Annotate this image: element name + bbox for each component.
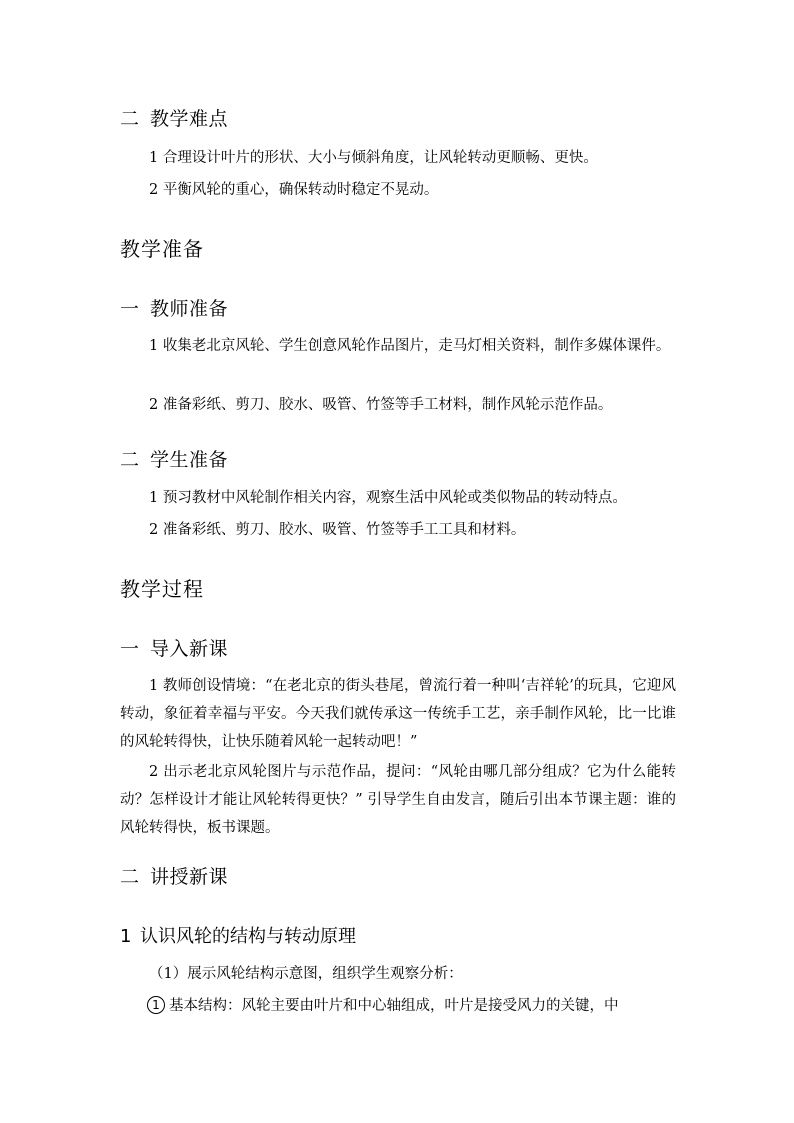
heading-process: 教学过程 xyxy=(120,577,204,601)
difficulty-item-1: 1 合理设计叶片的形状、大小与倾斜角度，让风轮转动更顺畅、更快。 xyxy=(149,150,598,166)
heading-difficulty: 二 教学难点 xyxy=(120,108,229,130)
heading-structure: 1 认识风轮的结构与转动原理 xyxy=(120,926,356,947)
heading-student-prep: 二 学生准备 xyxy=(120,449,229,471)
heading-teacher-prep: 一 教师准备 xyxy=(120,298,229,320)
structure-bullet-1: 1 基本结构：风轮主要由叶片和中心轴组成，叶片是接受风力的关键，中 xyxy=(120,992,676,1020)
circled-number-icon: 1 xyxy=(147,996,165,1014)
student-prep-item-2: 2 准备彩纸、剪刀、胶水、吸管、竹签等手工工具和材料。 xyxy=(149,522,526,538)
intro-item-1: 1 教师创设情境：“在老北京的街头巷尾，曾流行着一种叫‘吉祥轮’的玩具，它迎风转动，象征着幸福与平安。今天我们就传承这一传统手工艺，亲手制作风轮，比一比谁的风轮转得快，让快乐随着风轮一起转动吧！” xyxy=(120,678,676,750)
structure-step-1: （1）展示风轮结构示意图，组织学生观察分析： xyxy=(149,966,463,982)
intro-item-2: 2 出示老北京风轮图片与示范作品，提问：“风轮由哪几部分组成？它为什么能转动？怎样设计才能让风轮转得更快？” 引导学生自由发言，随后引出本节课主题：谁的风轮转得快，板书课题。 xyxy=(120,764,676,836)
student-prep-item-1: 1 预习教材中风轮制作相关内容，观察生活中风轮或类似物品的转动特点。 xyxy=(149,490,627,506)
difficulty-item-2: 2 平衡风轮的重心，确保转动时稳定不晃动。 xyxy=(149,182,439,198)
heading-preparation: 教学准备 xyxy=(120,237,204,261)
heading-lecture: 二 讲授新课 xyxy=(120,866,229,888)
heading-intro: 一 导入新课 xyxy=(120,638,229,660)
teacher-prep-item-1: 1 收集老北京风轮、学生创意风轮作品图片，走马灯相关资料，制作多媒体课件。 xyxy=(149,338,671,354)
teacher-prep-item-2: 2 准备彩纸、剪刀、胶水、吸管、竹签等手工材料，制作风轮示范作品。 xyxy=(149,397,613,413)
